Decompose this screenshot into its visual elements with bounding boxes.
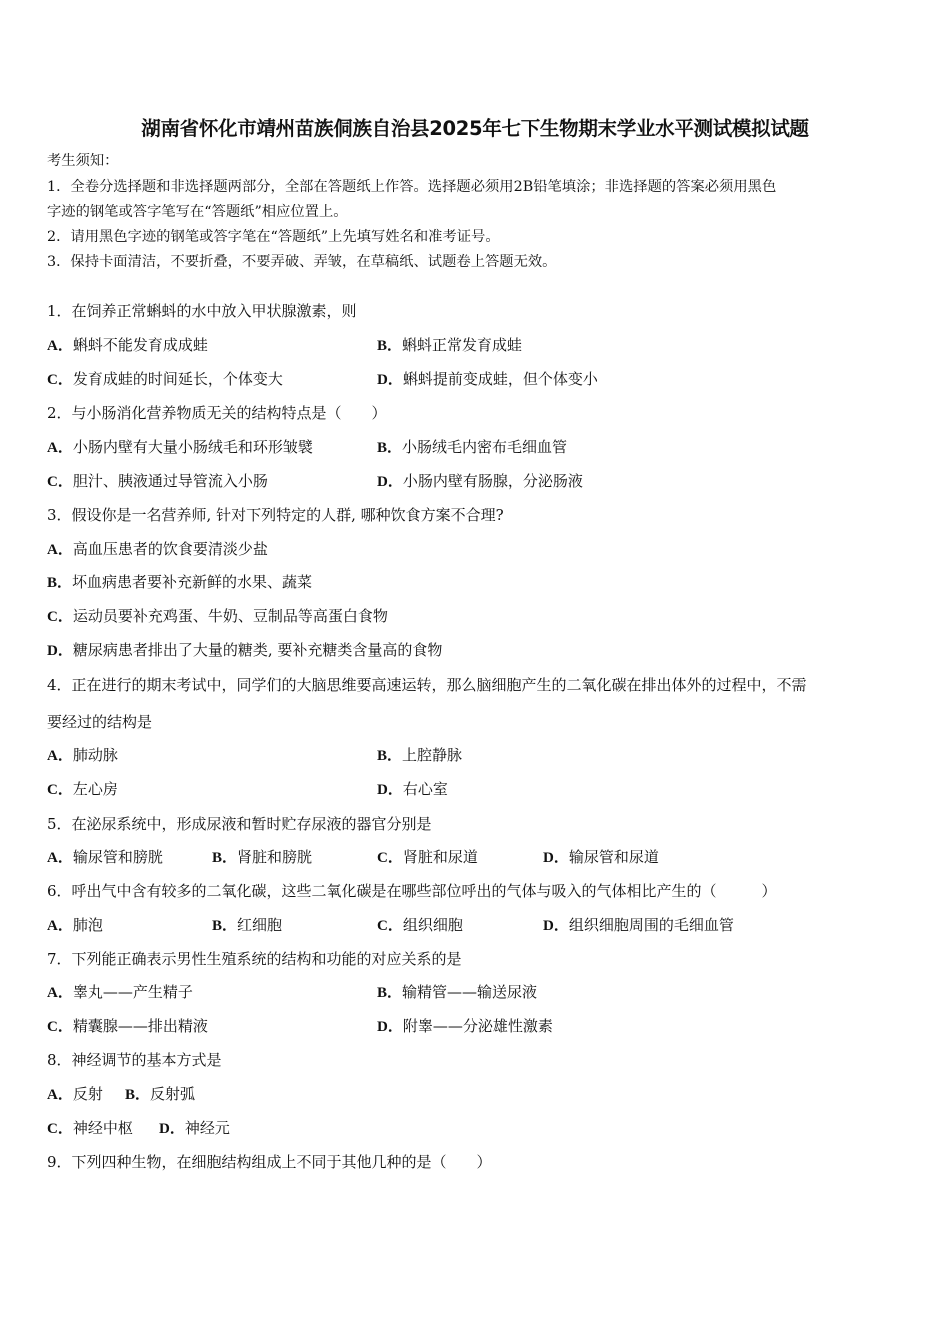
notice-line-1: 1．全卷分选择题和非选择题两部分，全部在答题纸上作答。选择题必须用2B铅笔填涂；非选择题的答案必须用黑色 [47, 179, 777, 195]
q6-option-a: A．肺泡 [47, 916, 103, 934]
q5-option-a: A．输尿管和膀胱 [47, 848, 163, 866]
q6-option-d: D．组织细胞周围的毛细血管 [543, 916, 734, 934]
q4-option-b: B．上腔静脉 [377, 746, 463, 764]
q4-option-a: A．肺动脉 [47, 746, 118, 764]
q2-option-b: B．小肠绒毛内密布毛细血管 [377, 438, 568, 456]
q1-option-c: C．发育成蛙的时间延长，个体变大 [47, 370, 283, 388]
q8-option-a: A．反射 [47, 1085, 103, 1103]
q1-option-d: D．蝌蚪提前变成蛙，但个体变小 [377, 370, 598, 388]
q8-option-d: D．神经元 [159, 1119, 230, 1137]
q3-option-d: D．糖尿病患者排出了大量的糖类, 要补充糖类含量高的食物 [47, 641, 443, 659]
question-6-stem: 6．呼出气中含有较多的二氧化碳，这些二氧化碳是在哪些部位呼出的气体与吸入的气体相比产生的（ ） [47, 882, 777, 900]
question-3-stem: 3．假设你是一名营养师, 针对下列特定的人群, 哪种饮食方案不合理? [47, 506, 504, 524]
q7-option-d: D．附睾——分泌雄性激素 [377, 1017, 553, 1035]
q3-option-c: C．运动员要补充鸡蛋、牛奶、豆制品等高蛋白食物 [47, 607, 388, 625]
q1-option-b: B．蝌蚪正常发育成蛙 [377, 336, 523, 354]
q5-option-b: B．肾脏和膀胱 [212, 848, 313, 866]
question-4-stem: 4．正在进行的期末考试中，同学们的大脑思维要高速运转，那么脑细胞产生的二氧化碳在排出体外的过程中，不需 [47, 676, 807, 694]
q5-option-c: C．肾脏和尿道 [377, 848, 478, 866]
q8-option-c: C．神经中枢 [47, 1119, 133, 1137]
question-4-stem-cont: 要经过的结构是 [47, 713, 153, 731]
notice-line-2: 2．请用黑色字迹的钢笔或答字笔在“答题纸”上先填写姓名和准考证号。 [47, 229, 500, 245]
question-9-stem: 9．下列四种生物，在细胞结构组成上不同于其他几种的是（ ） [47, 1153, 492, 1171]
notice-heading: 考生须知： [47, 153, 119, 169]
question-2-stem: 2．与小肠消化营养物质无关的结构特点是（ ） [47, 404, 387, 422]
q4-option-c: C．左心房 [47, 780, 118, 798]
notice-line-3: 3．保持卡面清洁，不要折叠，不要弄破、弄皱，在草稿纸、试题卷上答题无效。 [47, 254, 557, 270]
q3-option-a: A．高血压患者的饮食要清淡少盐 [47, 540, 268, 558]
q7-option-c: C．精囊腺——排出精液 [47, 1017, 208, 1035]
q7-option-a: A．睾丸——产生精子 [47, 983, 193, 1001]
q2-option-c: C．胆汁、胰液通过导管流入小肠 [47, 472, 268, 490]
q8-option-b: B．反射弧 [125, 1085, 196, 1103]
q4-option-d: D．右心室 [377, 780, 448, 798]
question-8-stem: 8．神经调节的基本方式是 [47, 1051, 222, 1069]
question-7-stem: 7．下列能正确表示男性生殖系统的结构和功能的对应关系的是 [47, 950, 462, 968]
q2-option-a: A．小肠内壁有大量小肠绒毛和环形皱襞 [47, 438, 313, 456]
notice-line-1-cont: 字迹的钢笔或答字笔写在“答题纸”相应位置上。 [47, 204, 348, 220]
q2-option-d: D．小肠内壁有肠腺，分泌肠液 [377, 472, 583, 490]
q6-option-b: B．红细胞 [212, 916, 283, 934]
q3-option-b: B．坏血病患者要补充新鲜的水果、蔬菜 [47, 573, 313, 591]
question-5-stem: 5．在泌尿系统中，形成尿液和暂时贮存尿液的器官分别是 [47, 815, 432, 833]
page-title: 湖南省怀化市靖州苗族侗族自治县2025年七下生物期末学业水平测试模拟试题 [141, 117, 809, 140]
q5-option-d: D．输尿管和尿道 [543, 848, 659, 866]
q6-option-c: C．组织细胞 [377, 916, 463, 934]
q7-option-b: B．输精管——输送尿液 [377, 983, 538, 1001]
question-1-stem: 1．在饲养正常蝌蚪的水中放入甲状腺激素，则 [47, 302, 357, 320]
q1-option-a: A．蝌蚪不能发育成成蛙 [47, 336, 208, 354]
